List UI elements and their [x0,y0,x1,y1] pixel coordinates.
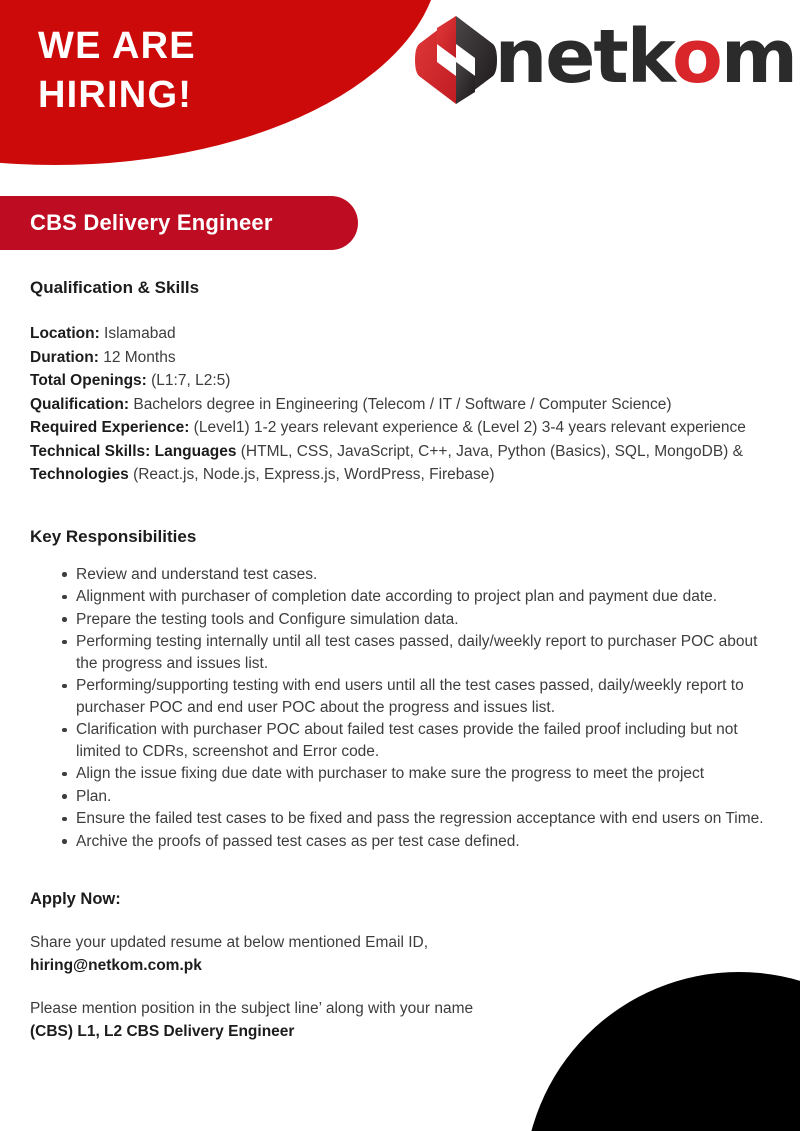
qualification-list [30,322,770,487]
apply-resume-line: Share your updated resume at below mentioned Email ID, [30,934,429,951]
info-label-experience: Required Experience: [30,419,190,436]
list-item: Clarification with purchaser POC about failed test cases provide the failed proof including but not limited to CDRs, screenshot and Error code. [62,719,770,762]
list-item: Review and understand test cases. [62,564,770,586]
list-item: Performing/supporting testing with end users until all the test cases passed, daily/weekly report to purchaser POC and end user POC about the progress and issues list. [62,675,770,718]
list-item: Plan. [62,786,770,808]
hero-headline-line-2: HIRING! [38,74,193,116]
apply-email-address[interactable]: hiring@netkom.com.pk [30,957,202,974]
info-value-duration: 12 Months [98,348,176,366]
info-row-duration [30,346,770,370]
netkom-diamond-n-icon [415,14,497,106]
info-label-qualification: Qualification: [30,395,130,413]
hero-headline [38,22,398,120]
list-item: Align the issue fixing due date with purchaser to make sure the progress to meet the project [62,763,770,785]
info-label-technical-skills: Technical Skills: Languages [30,442,237,460]
wordmark-part-2: m [720,14,796,100]
flyer-body [30,278,770,1043]
info-row-location [30,322,770,346]
apply-now-heading: Apply Now: [30,890,121,908]
info-value-experience: (Level1) 1-2 years relevant experience & (Level 2) 3-4 years relevant experience [189,419,746,436]
info-label-technologies: Technologies [30,466,129,483]
apply-instructions [30,931,770,1043]
info-row-openings [30,369,770,393]
info-label-location: Location: [30,325,100,342]
info-value-location: Islamabad [99,325,176,342]
info-label-openings: Total Openings: [30,372,147,389]
list-item: Performing testing internally until all test cases passed, daily/weekly report to purchaser POC about the progress and issues list. [62,631,770,674]
list-item: Ensure the failed test cases to be fixed and pass the regression acceptance with end users on Time. [62,808,770,830]
wordmark-part-1: netk [494,14,673,100]
apply-subject-line-note: Please mention position in the subject line’ along with your name [30,1000,474,1017]
netkom-wordmark [494,14,796,100]
apply-subject-line-value: (CBS) L1, L2 CBS Delivery Engineer [30,1023,295,1040]
hero-headline-line-1: WE ARE [38,25,196,67]
list-item: Alignment with purchaser of completion date according to project plan and payment due date. [62,586,770,608]
info-row-technical-skills [30,440,770,487]
info-value-openings: (L1:7, L2:5) [146,372,231,389]
list-item: Prepare the testing tools and Configure simulation data. [62,609,770,631]
netkom-logo [415,14,796,106]
info-row-qualification [30,393,770,417]
job-title-badge [0,196,358,250]
info-label-duration: Duration: [30,348,99,366]
apply-spacer [30,977,770,997]
info-value-technologies: (React.js, Node.js, Express.js, WordPress, Firebase) [128,466,495,483]
responsibilities-list [30,564,770,853]
job-title-text: CBS Delivery Engineer [30,210,273,235]
info-value-languages: (HTML, CSS, JavaScript, C++, Java, Python (Basics), SQL, MongoDB) & [236,442,743,460]
info-value-qualification: Bachelors degree in Engineering (Telecom / IT / Software / Computer Science) [129,395,672,413]
qualification-heading: Qualification & Skills [30,278,200,297]
responsibilities-heading: Key Responsibilities [30,526,197,546]
wordmark-accent-o: o [672,14,721,100]
info-row-experience [30,416,770,440]
list-item: Archive the proofs of passed test cases as per test case defined. [62,831,770,853]
